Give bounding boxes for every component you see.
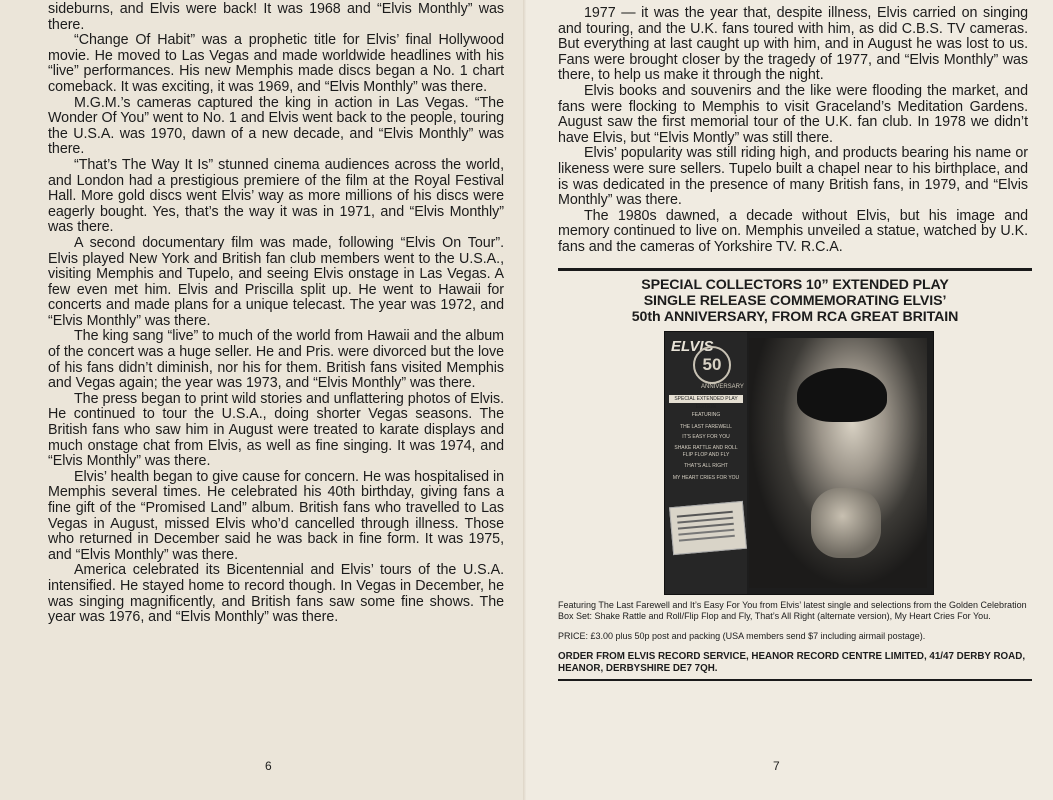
advert-caption: Featuring The Last Farewell and It’s Easy For You from Elvis’ latest single and selections from the Golden Celebration Box Set: Shake Rattle and Roll/Flip Flop and Fly, That’s All Right (alternate version), My Heart Cries For You. xyxy=(558,600,1027,622)
cover-document-card xyxy=(669,501,747,555)
advert-price: PRICE: £3.00 plus 50p post and packing (USA members send $7 including airmail postage). xyxy=(558,631,926,642)
right-page xyxy=(526,0,1053,800)
cover-track: FEATURING xyxy=(691,412,721,419)
advert-bottom-rule xyxy=(558,679,1032,681)
advert-title-line-3: 50th ANNIVERSARY, FROM RCA GREAT BRITAIN xyxy=(631,308,959,325)
portrait-hands xyxy=(811,488,881,558)
left-paragraph-5: A second documentary film was made, following “Elvis On Tour”. Elvis played New York and British fan club members went to the U.S.A., visiting Memphis and Tupelo, and seeing Elvis onstage in Las Vegas. A few even met him. Elvis and Priscilla split up. He went to Hawaii for concerts and made plans for a unique telecast. The year was 1972, and “Elvis Monthly” was there. xyxy=(48,234,504,329)
right-paragraph-2: Elvis books and souvenirs and the like were flooding the market, and fans were flocking to Memphis to visit Graceland’s Meditation Gardens. August saw the first memorial tour of the U.K. fan club. In 1978 we didn’t have Elvis, but “Elvis Montly” was still there. xyxy=(558,82,1028,146)
page-number-left: 6 xyxy=(265,759,272,773)
right-paragraph-4: The 1980s dawned, a decade without Elvis, but his image and memory continued to live on. Memphis unveiled a statue, watched by U.K. fans and the cameras of Yorkshire TV. R.C.A. xyxy=(558,207,1028,255)
left-page xyxy=(0,0,526,800)
elvis-portrait-photo xyxy=(749,338,927,588)
record-advert xyxy=(558,268,1032,682)
right-paragraph-3: Elvis’ popularity was still riding high, and products bearing his name or likeness were sure sellers. Tupelo built a chapel near to his birthplace, and is was dedicated in the presence of many British fans, in 1979, and “Elvis Monthly” was there. xyxy=(558,145,1028,209)
left-paragraph-2: “Change Of Habit” was a prophetic title for Elvis’ final Hollywood movie. He moved to Las Vegas and made worldwide headlines with his “live” performances. His new Memphis made discs began a No. 1 chart comeback. It was exciting, it was 1969, and “Elvis Monthly” was there. xyxy=(48,32,504,95)
portrait-hair xyxy=(797,368,887,422)
left-paragraph-1: sideburns, and Elvis were back! It was 1968 and “Elvis Monthly” was there. xyxy=(48,1,504,33)
advert-order-address: ORDER FROM ELVIS RECORD SERVICE, HEANOR RECORD CENTRE LIMITED, 41/47 DERBY ROAD, HEANOR, DERBYSHIRE DE7 7QH. xyxy=(558,651,1026,674)
advert-title xyxy=(558,277,1032,326)
cover-edition-band: SPECIAL EXTENDED PLAY EDITION xyxy=(669,395,743,403)
cover-anniversary-text: ANNIVERSARY xyxy=(701,384,744,391)
advert-title-line-2: SINGLE RELEASE COMMEMORATING ELVIS’ xyxy=(643,292,947,309)
left-paragraph-8: Elvis’ health began to give cause for concern. He was hospitalised in Memphis several times. He celebrated his 40th birthday, giving fans a fine gift of the “Promised Land” album. British fans who travelled to Las Vegas in August, missed Elvis who’d cancelled through illness. Those who returned in December said he was back in fine form. It was 1975, and “Elvis Monthly” was there. xyxy=(48,468,504,563)
cover-50-badge: 50 xyxy=(693,346,731,384)
cover-track: IT'S EASY FOR YOU xyxy=(682,434,730,441)
left-paragraph-4: “That’s The Way It Is” stunned cinema audiences across the world, and London had a prestigious premiere of the film at the Royal Festival Hall. More gold discs went Elvis’ way as more millions of his discs were eagerly bought. Yes, that’s the way it was in 1971, and “Elvis Monthly” was there. xyxy=(48,156,504,236)
record-cover-image xyxy=(664,331,934,595)
cover-left-panel xyxy=(665,332,747,594)
left-paragraph-3: M.G.M.’s cameras captured the king in action in Las Vegas. “The Wonder Of You” went to No. 1 and Elvis went back to the people, touring the U.S.A. was 1970, dawn of a new decade, and “Elvis Monthly” was there. xyxy=(48,94,504,158)
cover-track: THE LAST FAREWELL xyxy=(680,424,732,431)
left-paragraph-9: America celebrated its Bicentennial and Elvis’ tours of the U.S.A. intensified. He stayed home to record though. In Vegas in December, he was singing magnificently, and British fans saw some fine shows. The year was 1976, and “Elvis Monthly” was there. xyxy=(48,562,504,626)
left-paragraph-7: The press began to print wild stories and unflattering photos of Elvis. He continued to tour the U.S.A., doing shorter Vegas seasons. The British fans who saw him in August were treated to karate displays and much onstage chat from Elvis, as well as fine singing. It was 1974, and “Elvis Monthly” was there. xyxy=(48,390,504,470)
page-number-right: 7 xyxy=(773,759,780,773)
cover-elvis-logo: ELVIS xyxy=(671,338,714,356)
right-paragraph-1: 1977 — it was the year that, despite illness, Elvis carried on singing and touring, and the U.K. fans toured with him, as did C.B.S. TV cameras. But everything at last caught up with him, and in August he was lost to us. Fans were brought closer by the tragedy of 1977, and “Elvis Monthly” was there, to help us make it through the night. xyxy=(558,5,1028,84)
cover-track: MY HEART CRIES FOR YOU xyxy=(672,475,740,482)
cover-track: FLIP FLOP AND FLY xyxy=(682,452,730,459)
cover-track: THAT'S ALL RIGHT xyxy=(684,463,728,470)
advert-title-line-1: SPECIAL COLLECTORS 10” EXTENDED PLAY xyxy=(641,276,949,293)
left-paragraph-6: The king sang “live” to much of the world from Hawaii and the album of the concert was a huge seller. He and Pris. were divorced but the love of his fans didn’t diminish, nor his for them. British fans visited Memphis and Vegas again; the year was 1973, and “Elvis Monthly” was there. xyxy=(48,328,504,392)
cover-track: SHAKE RATTLE AND ROLL xyxy=(674,445,738,452)
